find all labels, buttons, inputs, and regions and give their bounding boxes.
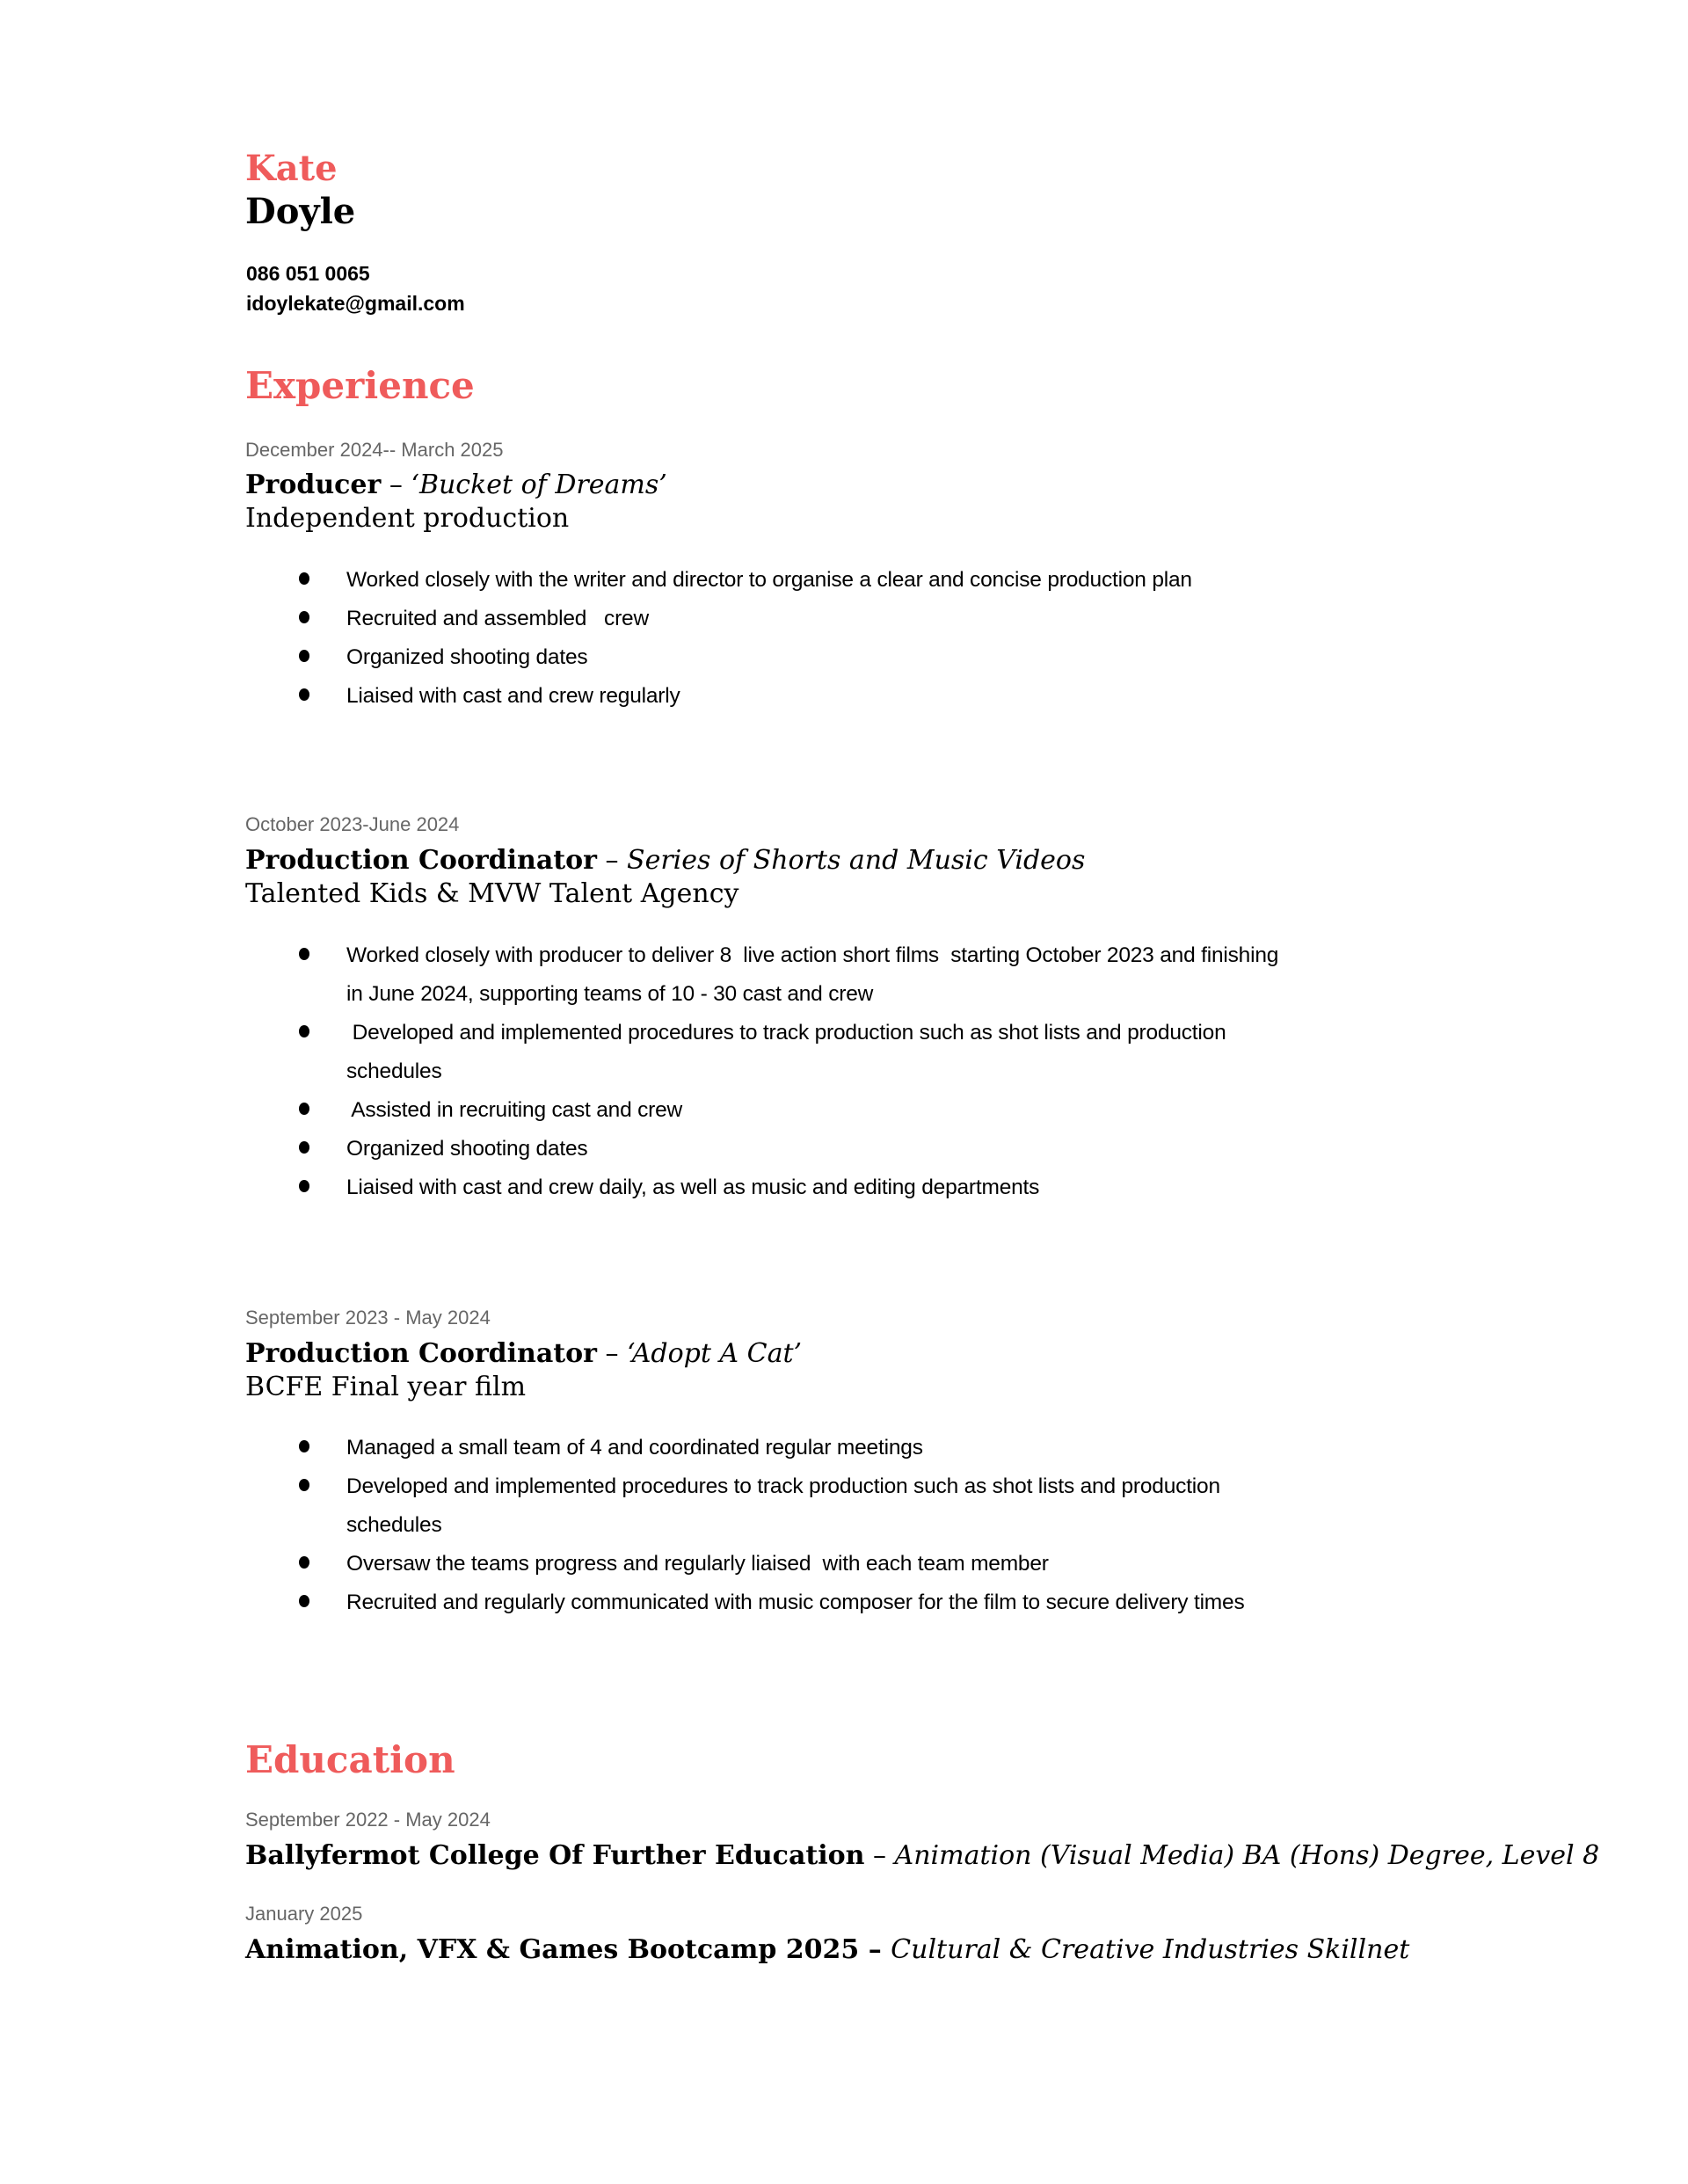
- bullet-dot-icon: [299, 1025, 309, 1037]
- bullet-text: Liaised with cast and crew daily, as well as music and editing departments: [346, 1176, 1040, 1199]
- bullet-dot-icon: [299, 688, 309, 701]
- bullet-item: [0, 1429, 1688, 1467]
- bullet-dot-icon: [299, 1479, 309, 1491]
- email-address[interactable]: idoylekate@gmail.com: [246, 292, 465, 315]
- job-project: Series of Shorts and Music Videos: [627, 845, 1086, 876]
- education-dates: September 2022 - May 2024: [245, 1809, 491, 1831]
- bullet-text: Recruited and assembled crew: [346, 607, 649, 630]
- bullet-dot-icon: [299, 650, 309, 662]
- bullet-dot-icon: [299, 1440, 309, 1452]
- bullet-item: [0, 1014, 1688, 1083]
- education-qualification: Cultural & Creative Industries Skillnet: [891, 1934, 1410, 1965]
- bullet-text: Liaised with cast and crew regularly: [346, 684, 680, 708]
- bullet-text: Recruited and regularly communicated with music composer for the film to secure delivery times: [346, 1591, 1245, 1614]
- education-title-line: [245, 1839, 1599, 1873]
- education-institution: Ballyfermot College Of Further Education: [245, 1840, 865, 1871]
- education-title-line: [245, 1933, 1409, 1967]
- title-separator: –: [859, 1934, 891, 1965]
- job-dates: December 2024-- March 2025: [245, 439, 504, 461]
- bullet-dot-icon: [299, 948, 309, 960]
- title-separator: –: [596, 1338, 628, 1369]
- bullet-text: Worked closely with producer to deliver 8 live action short films starting October 2023 and finishing: [346, 943, 1279, 967]
- bullet-text: Organized shooting dates: [346, 645, 588, 669]
- job-title-line: [245, 844, 1085, 877]
- bullet-text: Assisted in recruiting cast and crew: [346, 1098, 683, 1122]
- section-heading-experience: Experience: [245, 364, 475, 407]
- bullet-dot-icon: [299, 1595, 309, 1607]
- job-project: ‘Adopt A Cat’: [627, 1338, 803, 1369]
- bullet-item: [0, 1467, 1688, 1537]
- bullet-item: [0, 1168, 1688, 1207]
- bullet-item: [0, 1130, 1688, 1168]
- bullet-text: Worked closely with the writer and director to organise a clear and concise production plan: [346, 568, 1192, 592]
- last-name: Doyle: [245, 191, 356, 232]
- title-separator: –: [596, 845, 628, 876]
- bullet-text-continuation: in June 2024, supporting teams of 10 - 30 cast and crew: [346, 982, 874, 1006]
- bullet-item: [0, 561, 1688, 600]
- title-separator: –: [381, 470, 411, 500]
- education-dates: January 2025: [245, 1903, 363, 1925]
- bullet-item: [0, 1545, 1688, 1583]
- job-dates: October 2023-June 2024: [245, 813, 460, 835]
- education-qualification: Animation (Visual Media) BA (Hons) Degree, Level 8: [894, 1840, 1600, 1871]
- bullet-item: [0, 1583, 1688, 1622]
- title-separator: –: [864, 1840, 895, 1871]
- job-title-line: [245, 1337, 802, 1371]
- bullet-item: [0, 638, 1688, 677]
- section-heading-education: Education: [245, 1738, 455, 1781]
- bullet-dot-icon: [299, 1141, 309, 1154]
- bullet-item: [0, 600, 1688, 638]
- bullet-text: Organized shooting dates: [346, 1137, 588, 1161]
- bullet-text-continuation: schedules: [346, 1059, 442, 1083]
- job-company: BCFE Final year film: [245, 1372, 527, 1402]
- bullet-dot-icon: [299, 1556, 309, 1569]
- bullet-dot-icon: [299, 1103, 309, 1115]
- bullet-item: [0, 1091, 1688, 1130]
- bullet-text-continuation: schedules: [346, 1513, 442, 1537]
- bullet-item: [0, 936, 1688, 1006]
- job-company: Independent production: [245, 503, 570, 534]
- education-institution: Animation, VFX & Games Bootcamp 2025: [245, 1934, 860, 1965]
- phone-number: 086 051 0065: [246, 262, 370, 285]
- bullet-dot-icon: [299, 611, 309, 623]
- bullet-text: Oversaw the teams progress and regularly liaised with each team member: [346, 1552, 1049, 1576]
- job-title-line: [245, 469, 667, 502]
- job-role: Production Coordinator: [245, 845, 597, 876]
- bullet-text: Managed a small team of 4 and coordinated regular meetings: [346, 1436, 923, 1460]
- job-role: Producer: [245, 470, 382, 500]
- job-project: ‘Bucket of Dreams’: [411, 470, 667, 500]
- job-dates: September 2023 - May 2024: [245, 1307, 491, 1329]
- bullet-dot-icon: [299, 1180, 309, 1192]
- first-name: Kate: [245, 148, 338, 189]
- job-company: Talented Kids & MVW Talent Agency: [245, 878, 739, 909]
- bullet-item: [0, 677, 1688, 716]
- bullet-text: Developed and implemented procedures to track production such as shot lists and production: [346, 1021, 1226, 1045]
- bullet-dot-icon: [299, 572, 309, 585]
- bullet-text: Developed and implemented procedures to track production such as shot lists and production: [346, 1474, 1220, 1498]
- job-role: Production Coordinator: [245, 1338, 597, 1369]
